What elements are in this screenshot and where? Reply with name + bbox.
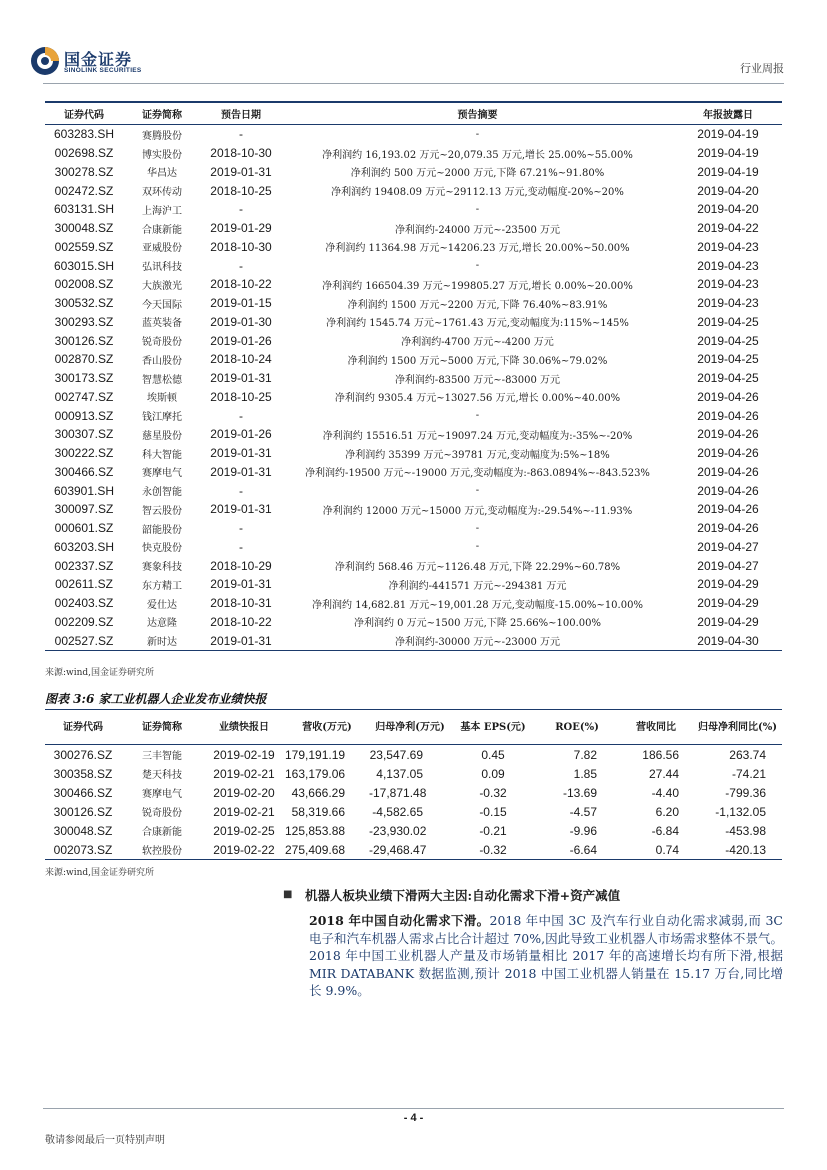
cell-roe: 1.85 xyxy=(573,766,597,781)
col-header-report-date: 业绩快报日 xyxy=(203,710,285,745)
cell-disclosure-date: 2019-04-26 xyxy=(697,483,759,498)
sinolink-logo-icon xyxy=(30,46,60,76)
table-row xyxy=(45,594,782,613)
express-table-header xyxy=(45,710,782,745)
cell-revenue-yoy: 6.20 xyxy=(655,804,679,819)
table-row xyxy=(45,238,782,257)
cell-disclosure-date: 2019-04-29 xyxy=(697,577,759,592)
cell-summary: 净利润约 0 万元~1500 万元,下降 25.66%~100.00% xyxy=(353,618,602,630)
table-row xyxy=(45,144,782,163)
cell-code: 300466.SZ xyxy=(53,785,113,800)
col-header-revenue: 营收(万元) xyxy=(285,710,369,745)
cell-summary: 净利润约-19500 万元~-19000 万元,变动幅度为:-863.0894%~-843.523% xyxy=(305,468,650,480)
table-row xyxy=(45,631,782,650)
square-bullet-icon: ■ xyxy=(283,889,293,900)
cell-revenue: 125,853.88 xyxy=(285,823,346,838)
table-row xyxy=(45,181,782,200)
table-row xyxy=(45,444,782,463)
forecast-table-body xyxy=(45,125,782,651)
cell-eps: -0.32 xyxy=(479,785,507,800)
cell-disclosure-date: 2019-04-27 xyxy=(697,558,759,573)
cell-code: 300358.SZ xyxy=(53,766,113,781)
cell-forecast-date: 2019-01-31 xyxy=(210,502,272,517)
table-row xyxy=(45,406,782,425)
cell-forecast-date: 2019-01-31 xyxy=(210,371,272,386)
express-table xyxy=(45,710,782,860)
cell-code: 002337.SZ xyxy=(54,558,114,573)
cell-code: 603203.SH xyxy=(53,539,115,554)
cell-revenue-yoy: 27.44 xyxy=(648,766,679,781)
cell-forecast-date: 2018-10-30 xyxy=(210,239,272,254)
cell-summary: 净利润约-441571 万元~-294381 万元 xyxy=(388,580,567,592)
cell-name: 快克股份 xyxy=(142,543,182,555)
cell-forecast-date: - xyxy=(239,408,243,423)
cell-revenue-yoy: -4.40 xyxy=(651,785,679,800)
cell-name: 科大智能 xyxy=(142,449,182,461)
cell-code: 300276.SZ xyxy=(53,747,113,762)
col-header-forecast-date: 预告日期 xyxy=(201,102,281,125)
cell-summary: 净利润约 166504.39 万元~199805.27 万元,增长 0.00%~20.00% xyxy=(322,280,633,292)
cell-summary: 净利润约-4700 万元~-4200 万元 xyxy=(401,337,554,349)
cell-name: 亚威股份 xyxy=(142,243,182,255)
cell-forecast-date: - xyxy=(239,127,243,142)
cell-code: 000913.SZ xyxy=(54,408,114,423)
cell-name: 合康新能 xyxy=(142,827,182,838)
cell-forecast-date: 2019-01-31 xyxy=(201,631,281,650)
cell-name: 智慧松德 xyxy=(142,374,182,386)
cell-summary: 净利润约 15516.51 万元~19097.24 万元,变动幅度为:-35%~-20% xyxy=(322,430,633,442)
cell-name: 赛象科技 xyxy=(142,562,182,574)
express-table-body xyxy=(45,745,782,860)
cell-disclosure-date: 2019-04-23 xyxy=(697,296,759,311)
col-header-eps: 基本 EPS(元) xyxy=(451,710,535,745)
cell-code: 300278.SZ xyxy=(54,164,114,179)
cell-summary: - xyxy=(475,541,480,553)
table-row xyxy=(45,275,782,294)
cell-name: 达意隆 xyxy=(147,618,177,630)
col-header-code: 证券代码 xyxy=(45,710,121,745)
cell-net-profit-yoy: -1,132.05 xyxy=(715,804,766,819)
cell-name: 智云股份 xyxy=(142,505,182,517)
cell-code: 002527.SZ xyxy=(45,631,123,650)
cell-name: 韶能股份 xyxy=(142,524,182,536)
table-row xyxy=(45,802,782,821)
cell-roe: -6.64 xyxy=(535,840,619,860)
cell-name: 爱仕达 xyxy=(147,599,177,611)
cell-disclosure-date: 2019-04-26 xyxy=(697,464,759,479)
report-type: 行业周报 xyxy=(740,62,784,75)
cell-summary: 净利润约 19408.09 万元~29112.13 万元,变动幅度-20%~20% xyxy=(331,187,624,199)
cell-net-profit-yoy: -74.21 xyxy=(731,766,766,781)
cell-code: 300048.SZ xyxy=(54,221,114,236)
cell-summary: 净利润约 12000 万元~15000 万元,变动幅度为:-29.54%~-11.93% xyxy=(322,505,633,517)
table-row xyxy=(45,613,782,632)
cell-name: 楚天科技 xyxy=(142,770,182,781)
cell-net-profit: -17,871.48 xyxy=(369,785,427,800)
cell-summary: 净利润约 1500 万元~2200 万元,下降 76.40%~83.91% xyxy=(347,299,608,311)
cell-name: 博实股份 xyxy=(142,149,182,161)
cell-report-date: 2019-02-19 xyxy=(213,747,275,762)
cell-forecast-date: 2018-10-31 xyxy=(210,596,272,611)
cell-disclosure-date: 2019-04-23 xyxy=(697,258,759,273)
cell-code: 002008.SZ xyxy=(54,277,114,292)
cell-forecast-date: 2018-10-22 xyxy=(210,614,272,629)
point-body: 2018 年中国 3C 及汽车行业自动化需求减弱,而 3C 电子和汽车机器人需求占比合计超过 70%,因此导致工业机器人市场需求整体不景气。2018 年中国工业机器人产量及市场销量相比 2017 年的高速增长均有所下滑,根据 MIR DATABANK 数据监测,预计 2018 中国工业机器人销量在 15.17 万台,同比增长 9.9%。 xyxy=(309,913,783,998)
col-header-roe: ROE(%) xyxy=(535,710,619,745)
page-header xyxy=(0,0,827,84)
cell-report-date: 2019-02-21 xyxy=(213,804,275,819)
cell-disclosure-date: 2019-04-19 xyxy=(697,146,759,161)
cell-roe: -9.96 xyxy=(569,823,597,838)
brand-name-cn: 国金证券 xyxy=(64,50,133,69)
cell-code: 002472.SZ xyxy=(54,183,114,198)
cell-summary: 净利润约 16,193.02 万元~20,079.35 万元,增长 25.00%~55.00% xyxy=(322,149,633,161)
cell-disclosure-date: 2019-04-20 xyxy=(697,183,759,198)
cell-report-date: 2019-02-21 xyxy=(213,766,275,781)
cell-code: 002747.SZ xyxy=(54,389,114,404)
table-row xyxy=(45,219,782,238)
col-header-revenue-yoy: 营收同比 xyxy=(619,710,693,745)
cell-net-profit: 23,547.69 xyxy=(369,747,423,762)
cell-roe: 7.82 xyxy=(573,747,597,762)
table-row xyxy=(45,575,782,594)
cell-name: 蓝英装备 xyxy=(142,318,182,330)
table-row xyxy=(45,256,782,275)
cell-forecast-date: 2019-01-31 xyxy=(210,446,272,461)
cell-forecast-date: - xyxy=(239,521,243,536)
brand-name-en: SINOLINK SECURITIES xyxy=(64,67,142,74)
cell-eps: 0.09 xyxy=(481,766,505,781)
cell-code: 300222.SZ xyxy=(54,446,114,461)
disclaimer-note: 敬请参阅最后一页特别声明 xyxy=(45,1135,165,1146)
cell-net-profit: -4,582.65 xyxy=(372,804,423,819)
cell-name: 合康新能 xyxy=(142,224,182,236)
cell-code: 300173.SZ xyxy=(54,371,114,386)
cell-name: 软控股份 xyxy=(121,840,203,860)
cell-forecast-date: - xyxy=(239,483,243,498)
cell-name: 新时达 xyxy=(123,631,201,650)
table-row xyxy=(45,163,782,182)
table-row xyxy=(45,764,782,783)
cell-forecast-date: 2019-01-31 xyxy=(210,577,272,592)
cell-code: 002559.SZ xyxy=(54,239,114,254)
cell-summary: 净利润约 35399 万元~39781 万元,变动幅度为:5%~18% xyxy=(345,449,610,461)
cell-forecast-date: 2018-10-25 xyxy=(210,183,272,198)
cell-summary: - xyxy=(475,128,480,140)
cell-net-profit: -23,930.02 xyxy=(369,823,427,838)
cell-disclosure-date: 2019-04-23 xyxy=(697,277,759,292)
col-header-net-profit: 归母净利(万元) xyxy=(369,710,451,745)
cell-revenue-yoy: 0.74 xyxy=(619,840,693,860)
cell-summary: 净利润约 11364.98 万元~14206.23 万元,增长 20.00%~50.00% xyxy=(325,243,630,255)
cell-forecast-date: 2018-10-29 xyxy=(210,558,272,573)
cell-net-profit-yoy: -420.13 xyxy=(693,840,782,860)
cell-code: 002073.SZ xyxy=(45,840,121,860)
cell-forecast-date: 2018-10-30 xyxy=(210,146,272,161)
cell-name: 赛摩电气 xyxy=(142,468,182,480)
cell-code: 000601.SZ xyxy=(54,521,114,536)
cell-code: 300466.SZ xyxy=(54,464,114,479)
table-row xyxy=(45,200,782,219)
cell-disclosure-date: 2019-04-26 xyxy=(697,408,759,423)
cell-forecast-date: 2019-01-26 xyxy=(210,427,272,442)
cell-roe: -4.57 xyxy=(569,804,597,819)
cell-summary: 净利润约-83500 万元~-83000 万元 xyxy=(394,374,561,386)
cell-eps: -0.32 xyxy=(451,840,535,860)
cell-disclosure-date: 2019-04-19 xyxy=(697,127,759,142)
cell-forecast-date: 2019-01-31 xyxy=(210,464,272,479)
cell-name: 赛腾股份 xyxy=(142,130,182,142)
cell-disclosure-date: 2019-04-29 xyxy=(697,596,759,611)
table-row xyxy=(45,481,782,500)
cell-summary: - xyxy=(475,260,480,272)
cell-revenue-yoy: -6.84 xyxy=(651,823,679,838)
cell-summary: 净利润约 9305.4 万元~13027.56 万元,增长 0.00%~40.00% xyxy=(334,393,621,405)
point-heading: 机器人板块业绩下滑两大主因:自动化需求下滑+资产减值 xyxy=(305,888,621,903)
cell-code: 300126.SZ xyxy=(54,333,114,348)
cell-net-profit-yoy: -453.98 xyxy=(725,823,766,838)
figure-title: 图表 3:6 家工业机器人企业发布业绩快报 xyxy=(45,690,782,710)
cell-name: 赛摩电气 xyxy=(142,789,182,800)
cell-revenue: 163,179.06 xyxy=(285,766,346,781)
cell-forecast-date: 2019-01-30 xyxy=(210,314,272,329)
cell-disclosure-date: 2019-04-26 xyxy=(697,427,759,442)
cell-name: 锐奇股份 xyxy=(142,808,182,819)
point-lead: 2018 年中国自动化需求下滑。 xyxy=(309,913,490,928)
cell-roe: -13.69 xyxy=(562,785,597,800)
cell-disclosure-date: 2019-04-19 xyxy=(697,164,759,179)
cell-name: 钱江摩托 xyxy=(142,412,182,424)
cell-eps: -0.15 xyxy=(479,804,507,819)
cell-eps: 0.45 xyxy=(481,747,505,762)
cell-summary: 净利润约-24000 万元~-23500 万元 xyxy=(394,224,561,236)
cell-code: 603283.SH xyxy=(53,127,115,142)
cell-code: 002870.SZ xyxy=(54,352,114,367)
table-row xyxy=(45,369,782,388)
cell-disclosure-date: 2019-04-26 xyxy=(697,521,759,536)
cell-name: 东方精工 xyxy=(142,580,182,592)
cell-name: 三丰智能 xyxy=(142,751,182,762)
cell-forecast-date: 2019-01-15 xyxy=(210,296,272,311)
cell-forecast-date: 2018-10-25 xyxy=(210,389,272,404)
table-row xyxy=(45,783,782,802)
cell-summary: 净利润约 500 万元~2000 万元,下降 67.21%~91.80% xyxy=(350,168,605,180)
point-paragraph xyxy=(309,912,783,1000)
cell-code: 603015.SH xyxy=(53,258,115,273)
cell-net-profit: -29,468.47 xyxy=(369,840,451,860)
cell-forecast-date: 2019-01-26 xyxy=(210,333,272,348)
cell-code: 603901.SH xyxy=(53,483,115,498)
table-row xyxy=(45,821,782,840)
cell-summary: 净利润约 1545.74 万元~1761.43 万元,变动幅度为:115%~145% xyxy=(326,318,629,330)
cell-revenue: 179,191.19 xyxy=(285,747,346,762)
cell-name: 慈星股份 xyxy=(142,430,182,442)
cell-name: 锐奇股份 xyxy=(142,337,182,349)
table-row xyxy=(45,125,782,144)
col-header-net-profit-yoy: 归母净利同比(%) xyxy=(693,710,782,745)
cell-name: 埃斯顿 xyxy=(147,393,177,405)
cell-summary: - xyxy=(475,410,480,422)
cell-revenue: 43,666.29 xyxy=(291,785,345,800)
cell-code: 002698.SZ xyxy=(54,146,114,161)
cell-name: 永创智能 xyxy=(142,487,182,499)
cell-forecast-date: - xyxy=(239,202,243,217)
cell-code: 300293.SZ xyxy=(54,314,114,329)
cell-code: 300097.SZ xyxy=(54,502,114,517)
cell-code: 300307.SZ xyxy=(54,427,114,442)
cell-code: 002611.SZ xyxy=(55,577,113,592)
cell-name: 双环传动 xyxy=(142,187,182,199)
cell-summary: - xyxy=(475,203,480,215)
cell-disclosure-date: 2019-04-30 xyxy=(674,631,782,650)
forecast-table-source: 来源:wind,国金证券研究所 xyxy=(45,668,155,678)
cell-code: 002403.SZ xyxy=(54,596,114,611)
cell-disclosure-date: 2019-04-27 xyxy=(697,539,759,554)
cell-report-date: 2019-02-22 xyxy=(203,840,285,860)
table-row xyxy=(45,350,782,369)
cell-code: 002209.SZ xyxy=(54,614,114,629)
cell-net-profit-yoy: 263.74 xyxy=(729,747,766,762)
cell-summary: 净利润约 568.46 万元~1126.48 万元,下降 22.29%~60.78% xyxy=(334,562,621,574)
express-table-source: 来源:wind,国金证券研究所 xyxy=(45,868,155,878)
cell-forecast-date: - xyxy=(239,539,243,554)
table-row xyxy=(45,388,782,407)
cell-disclosure-date: 2019-04-25 xyxy=(697,314,759,329)
cell-eps: -0.21 xyxy=(479,823,507,838)
col-header-disclosure-date: 年报披露日 xyxy=(674,102,782,125)
cell-revenue: 58,319.66 xyxy=(291,804,345,819)
cell-net-profit-yoy: -799.36 xyxy=(725,785,766,800)
table-row xyxy=(45,745,782,765)
cell-revenue-yoy: 186.56 xyxy=(642,747,679,762)
cell-forecast-date: 2018-10-24 xyxy=(210,352,272,367)
cell-name: 上海沪工 xyxy=(142,205,182,217)
cell-forecast-date: 2019-01-31 xyxy=(210,164,272,179)
table-row xyxy=(45,313,782,332)
cell-code: 300126.SZ xyxy=(53,804,113,819)
table-row xyxy=(45,425,782,444)
cell-name: 弘讯科技 xyxy=(142,262,182,274)
cell-summary: 净利润约 14,682.81 万元~19,001.28 万元,变动幅度-15.00%~10.00% xyxy=(312,599,643,611)
cell-disclosure-date: 2019-04-26 xyxy=(697,446,759,461)
cell-forecast-date: 2019-01-29 xyxy=(210,221,272,236)
cell-summary: - xyxy=(475,522,480,534)
table-row xyxy=(45,840,782,860)
cell-disclosure-date: 2019-04-26 xyxy=(697,389,759,404)
cell-forecast-date: - xyxy=(239,258,243,273)
page-number: - 4 - xyxy=(403,1112,424,1124)
cell-summary: - xyxy=(475,485,480,497)
cell-disclosure-date: 2019-04-23 xyxy=(697,239,759,254)
cell-code: 603131.SH xyxy=(53,202,115,217)
cell-summary: 净利润约 1500 万元~5000 万元,下降 30.06%~79.02% xyxy=(347,355,608,367)
cell-disclosure-date: 2019-04-26 xyxy=(697,502,759,517)
col-header-name: 证券简称 xyxy=(121,710,203,745)
footer-divider xyxy=(43,1108,784,1109)
forecast-table-header xyxy=(45,102,782,125)
cell-name: 今天国际 xyxy=(142,299,182,311)
cell-summary: 净利润约-30000 万元~-23000 万元 xyxy=(281,631,674,650)
cell-name: 香山股份 xyxy=(142,355,182,367)
table-row xyxy=(45,519,782,538)
cell-forecast-date: 2018-10-22 xyxy=(210,277,272,292)
col-header-name: 证券简称 xyxy=(123,102,201,125)
cell-code: 300532.SZ xyxy=(54,296,114,311)
cell-report-date: 2019-02-25 xyxy=(213,823,275,838)
table-row xyxy=(45,294,782,313)
header-divider xyxy=(43,83,784,84)
col-header-summary: 预告摘要 xyxy=(281,102,674,125)
cell-revenue: 275,409.68 xyxy=(285,840,369,860)
cell-disclosure-date: 2019-04-29 xyxy=(697,614,759,629)
table-row xyxy=(45,331,782,350)
forecast-table xyxy=(45,101,782,651)
cell-disclosure-date: 2019-04-20 xyxy=(697,202,759,217)
cell-disclosure-date: 2019-04-25 xyxy=(697,333,759,348)
table-row xyxy=(45,500,782,519)
cell-code: 300048.SZ xyxy=(53,823,113,838)
table-row xyxy=(45,556,782,575)
col-header-code: 证券代码 xyxy=(45,102,123,125)
table-row xyxy=(45,538,782,557)
cell-name: 大族激光 xyxy=(142,280,182,292)
cell-report-date: 2019-02-20 xyxy=(213,785,275,800)
cell-disclosure-date: 2019-04-25 xyxy=(697,371,759,386)
table-row xyxy=(45,463,782,482)
cell-disclosure-date: 2019-04-22 xyxy=(697,221,759,236)
cell-name: 华昌达 xyxy=(147,168,177,180)
cell-net-profit: 4,137.05 xyxy=(376,766,423,781)
cell-disclosure-date: 2019-04-25 xyxy=(697,352,759,367)
